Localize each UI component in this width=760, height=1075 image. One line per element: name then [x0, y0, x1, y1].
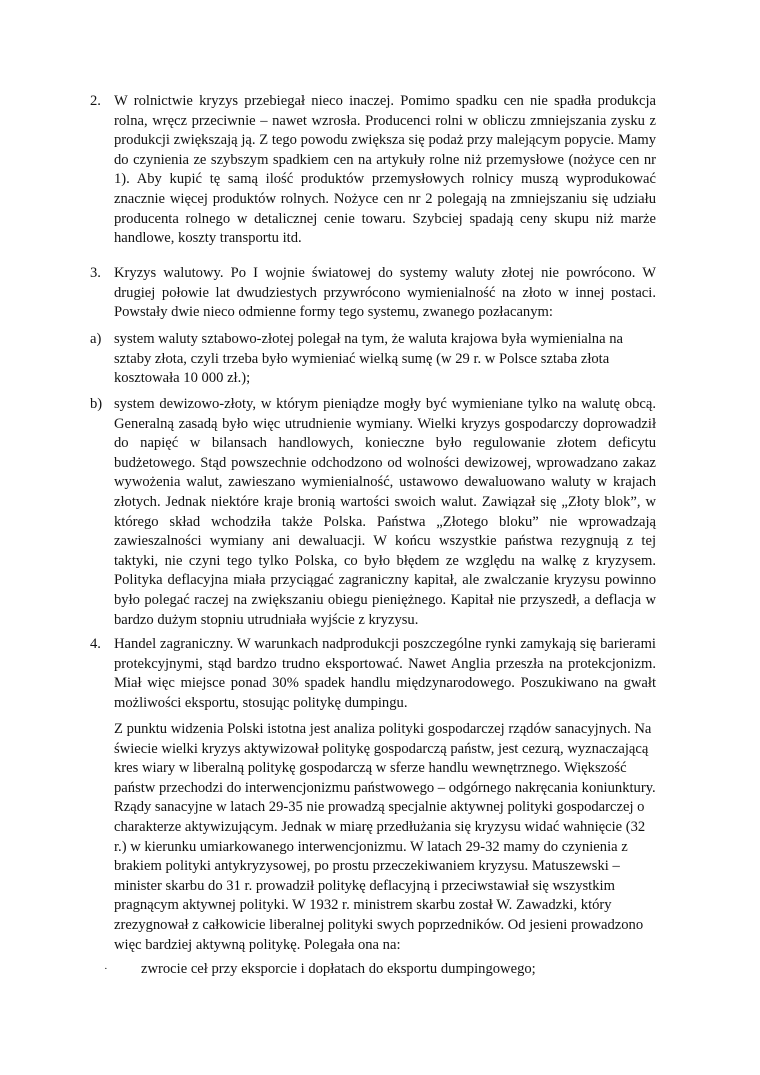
body-paragraph: Z punktu widzenia Polski istotna jest analiza polityki gospodarczej rządów sanacyjnych. Na świecie wielki kryzys aktywizował politykę gospodarczą państw, jest cezurą, wyznaczającą kres wiary w liberalną politykę gospodarczą w sferze handlu wewnętrznego. Większość państw przechodzi do interwencjonizmu państwowego – odgórnego nakręcania koniunktury. Rządy sanacyjne w latach 29-35 nie prowadzą specjalnie aktywnej polityki gospodarczej o charakterze aktywizującym. Jednak w miarę przedłużania się kryzysu widać wahnięcie (32 r.) w kierunku umiarkowanego interwencjonizmu. W latach 29-32 mamy do czynienia z brakiem polityki antykryzysowej, po prostu przeczekiwaniem kryzysu. Matuszewski – minister skarbu do 31 r. prowadził politykę deflacyjną i przeciwstawiał się wszystkim pragnącym aktywnej polityki. W 1932 r. ministrem skarbu został W. Zawadzki, który zrezygnował z całkowicie liberalnej polityki swych poprzedników. Od jesieni prowadzono więc bardziej aktywną politykę. Polegała ona na:: [114, 721, 656, 953]
item-text: Kryzys walutowy. Po I wojnie światowej do systemy waluty złotej nie powrócono. W drugiej połowie lat dwudziestych przywrócono wymienialność na złoto w innej postaci. Powstały dwie nieco odmienne formy tego systemu, zwanego pozłacanym:: [114, 265, 656, 321]
item-text: system dewizowo-złoty, w którym pieniądze mogły być wymieniane tylko na walutę obcą. Generalną zasadą było więc utrudnienie wymiany. Wielki kryzys gospodarczy doprowadził do napięć w bilansach handlowych, konieczne było regulowanie złotem deficytu budżetowego. Stąd powszechnie odchodzono od wolności dewizowej, wprowadzano zakaz wywożenia walut, zawieszano wymienialność, ustawowo dewaluowano waluty w krajach złotych. Jednak niektóre kraje bronią wartości swoich walut. Zawiązał się „Złoty blok”, w którego skład wchodziła także Polska. Państwa „Złotego bloku” nie wprowadzają zawieszalności wymiany ani dewaluacji. W końcu wszystkie państwa rezygnują z tej taktyki, nie czyni tego tylko Polska, co było błędem ze względu na walkę z kryzysem. Polityka deflacyjna miała przyciągać zagraniczny kapitał, ale zwalczanie kryzysu powinno było polegać raczej na zwiększaniu obiegu pieniężnego. Kapitał nie przyszedł, a deflacja w bardzo dużym stopniu utrudniała wyjście z kryzysu.: [114, 396, 656, 628]
list-item-2: [90, 92, 656, 249]
list-item-a: [90, 330, 656, 389]
list-item-4: [90, 635, 656, 713]
item-text: Handel zagraniczny. W warunkach nadprodukcji poszczególne rynki zamykają się barierami protekcyjnymi, stąd bardzo trudno eksportować. Nawet Anglia przeszła na protekcjonizm. Miał więc miejsce ponad 30% spadek handlu międzynarodowego. Poszukiwano na gwałt możliwości eksportu, stosując politykę dumpingu.: [114, 636, 656, 711]
list-item-b: [90, 395, 656, 630]
item-letter: b): [90, 396, 103, 412]
list-item-3: [90, 264, 656, 323]
item-number: 4.: [90, 636, 101, 652]
item-number: 2.: [90, 93, 101, 109]
bullet-mark: ·: [104, 963, 108, 975]
item-number: 3.: [90, 265, 101, 281]
item-text: W rolnictwie kryzys przebiegał nieco inaczej. Pomimo spadku cen nie spadła produkcja rolna, wręcz przeciwnie – nawet wzrosła. Producenci rolni w obliczu zmniejszania zysku z produkcji zwiększają ją. Z tego powodu zwiększa się podaż przy malejącym popycie. Mamy do czynienia ze szybszym spadkiem cen na artykuły rolne niż przemysłowe (nożyce cen nr 1). Aby kupić tę samą ilość produktów przemysłowych rolnicy muszą wyprodukować znacznie więcej produktów rolnych. Nożyce cen nr 2 polegają na zmniejszaniu się udziału producenta rolnego w detalicznej cenie towaru. Szybciej spadają ceny skupu niż marże handlowe, koszty transportu itd.: [114, 93, 656, 247]
bullet-item-text: zwrocie ceł przy eksporcie i dopłatach do eksportu dumpingowego;: [141, 961, 536, 977]
item-letter: a): [90, 331, 102, 347]
item-text: system waluty sztabowo-złotej polegał na tym, że waluta krajowa była wymienialna na sztaby złota, czyli trzeba było wymieniać wielką sumę (w 29 r. w Polsce sztaba złota kosztowała 10 000 zł.);: [114, 331, 623, 387]
